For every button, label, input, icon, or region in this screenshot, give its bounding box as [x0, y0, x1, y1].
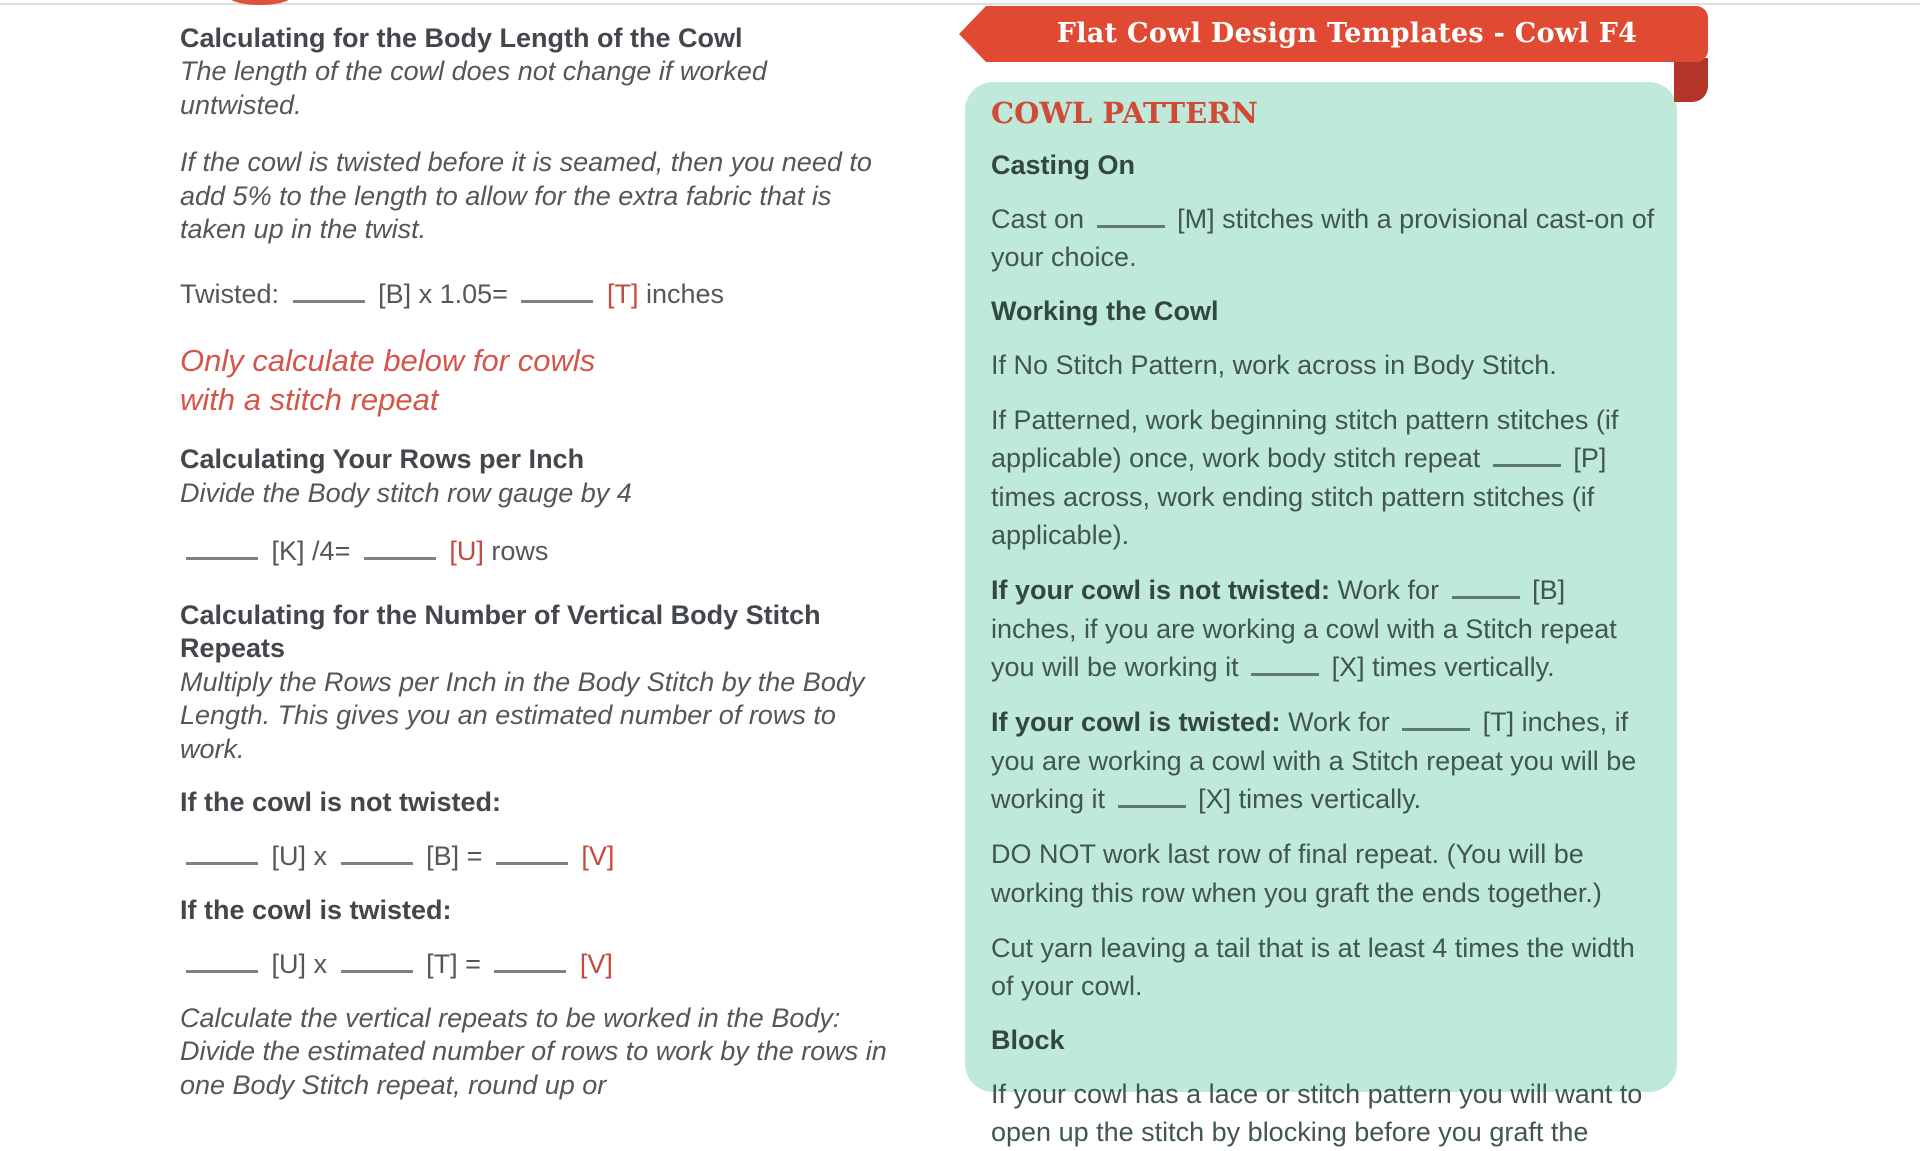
not-twisted-mid: [B] inches, if you are working a cowl with a Stitch repeat you will be working it [991, 575, 1617, 682]
twisted-mid: [T] inches, if you are working a cowl with a Stitch repeat you will be working it [991, 707, 1637, 814]
blank-line [1097, 202, 1165, 228]
working-heading: Working the Cowl [991, 295, 1219, 326]
formula-operator: /4= [312, 536, 351, 567]
condition-label-twisted: If the cowl is twisted: [180, 894, 452, 925]
bracket-u: [U] [271, 949, 307, 980]
casting-on-heading: Casting On [991, 149, 1136, 180]
blank-line [186, 947, 258, 973]
not-twisted-pre: Work for [1337, 575, 1440, 606]
not-twisted-post: [X] times vertically. [1331, 651, 1555, 682]
blank-line [186, 839, 258, 865]
callout-line-1: Only calculate below for cowls [180, 343, 596, 379]
callout-line-2: with a stitch repeat [180, 382, 439, 418]
pattern-panel [965, 82, 1677, 1147]
bracket-t: [T] [606, 278, 639, 309]
blank-line [496, 839, 568, 865]
formula-label: Twisted: [180, 278, 280, 309]
stitch-repeat-callout [180, 341, 892, 419]
vertical-repeats-note: Multiply the Rows per Inch in the Body Stitch by the Body Length. This gives you an estimated number of rows to work. [180, 666, 865, 764]
blank-line [494, 947, 566, 973]
twisted-post: [X] times vertically. [1198, 783, 1422, 814]
working-paragraph-cut-yarn: Cut yarn leaving a tail that is at least 4 times the width of your cowl. [991, 932, 1635, 1002]
bracket-u: [U] [449, 536, 484, 567]
title-ribbon [986, 6, 1708, 62]
blank-line [1493, 441, 1561, 467]
formula-operator: x [313, 841, 328, 872]
panel-title: COWL PATTERN [991, 96, 1258, 130]
twisted-pre: Work for [1288, 707, 1390, 738]
bracket-v: [V] [579, 949, 613, 980]
working-paragraph-twisted [991, 703, 1657, 818]
rows-per-inch-note: Divide the Body stitch row gauge by 4 [180, 477, 632, 508]
patterned-pre: If Patterned, work beginning stitch pattern stitches (if applicable) once, work body stitch repeat [991, 404, 1619, 474]
vertical-repeats-heading: Calculating for the Number of Vertical Body Stitch Repeats [180, 599, 821, 664]
bracket-t: [T] [426, 949, 458, 980]
twist-allowance-paragraph: If the cowl is twisted before it is seamed, then you need to add 5% to the length to allow for the extra fabric that is taken up in the twist. [180, 147, 872, 245]
block-heading: Block [991, 1024, 1065, 1055]
body-length-note: The length of the cowl does not change if worked untwisted. [180, 56, 767, 120]
twisted-lead: If your cowl is twisted: [991, 707, 1281, 738]
bracket-b: [B] [378, 278, 412, 309]
formula-unit: inches [645, 278, 725, 309]
condition-label-not-twisted: If the cowl is not twisted: [180, 787, 502, 817]
block-paragraph: If your cowl has a lace or stitch pattern you will want to open up the stitch by blocking before you graft the [991, 1078, 1643, 1147]
repeats-formula-twisted [180, 947, 892, 981]
blank-line [1251, 650, 1319, 676]
blank-line [341, 947, 413, 973]
formula-operator: = [466, 841, 483, 872]
blank-line [186, 534, 258, 560]
vertical-repeats-note-2: Calculate the vertical repeats to be worked in the Body: Divide the estimated number of rows to work by the rows in one Body Stitch repeat, round up or [180, 1002, 887, 1100]
repeats-formula-not-twisted [180, 839, 892, 873]
formula-operator: x [313, 949, 328, 980]
casting-on-pre: Cast on [991, 203, 1085, 234]
formula-operator: = [465, 949, 481, 980]
patterned-post: [P] times across, work ending stitch pattern stitches (if applicable). [991, 443, 1607, 550]
working-paragraph-not-twisted [991, 571, 1657, 686]
blank-line [1452, 573, 1520, 599]
formula-operator: x 1.05= [418, 278, 508, 309]
bracket-k: [K] [271, 536, 305, 567]
rows-per-inch-heading: Calculating Your Rows per Inch [180, 444, 585, 475]
blank-line [341, 839, 413, 865]
left-column [180, 22, 892, 1102]
page-top-rule [0, 3, 1920, 5]
blank-line [521, 277, 593, 303]
twisted-length-formula [180, 277, 892, 311]
body-length-heading: Calculating for the Body Length of the Cowl [180, 23, 743, 53]
blank-line [293, 277, 365, 303]
casting-on-paragraph [991, 200, 1657, 277]
blank-line [364, 534, 436, 560]
casting-on-post: [M] stitches with a provisional cast-on of your choice. [991, 203, 1655, 273]
working-paragraph-patterned [991, 401, 1657, 554]
ribbon-title: Flat Cowl Design Templates - Cowl F4 [1056, 18, 1638, 49]
bracket-u: [U] [271, 841, 307, 872]
rows-per-inch-formula [180, 534, 892, 568]
bracket-v: [V] [581, 841, 615, 872]
working-paragraph-no-pattern: If No Stitch Pattern, work across in Body Stitch. [991, 349, 1557, 380]
formula-unit: rows [491, 536, 549, 567]
not-twisted-lead: If your cowl is not twisted: [991, 575, 1331, 606]
blank-line [1402, 705, 1470, 731]
working-paragraph-do-not: DO NOT work last row of final repeat. (You will be working this row when you graft the ends together.) [991, 839, 1602, 908]
bracket-b: [B] [426, 841, 460, 872]
ribbon-fold [1674, 58, 1708, 102]
blank-line [1118, 782, 1186, 808]
